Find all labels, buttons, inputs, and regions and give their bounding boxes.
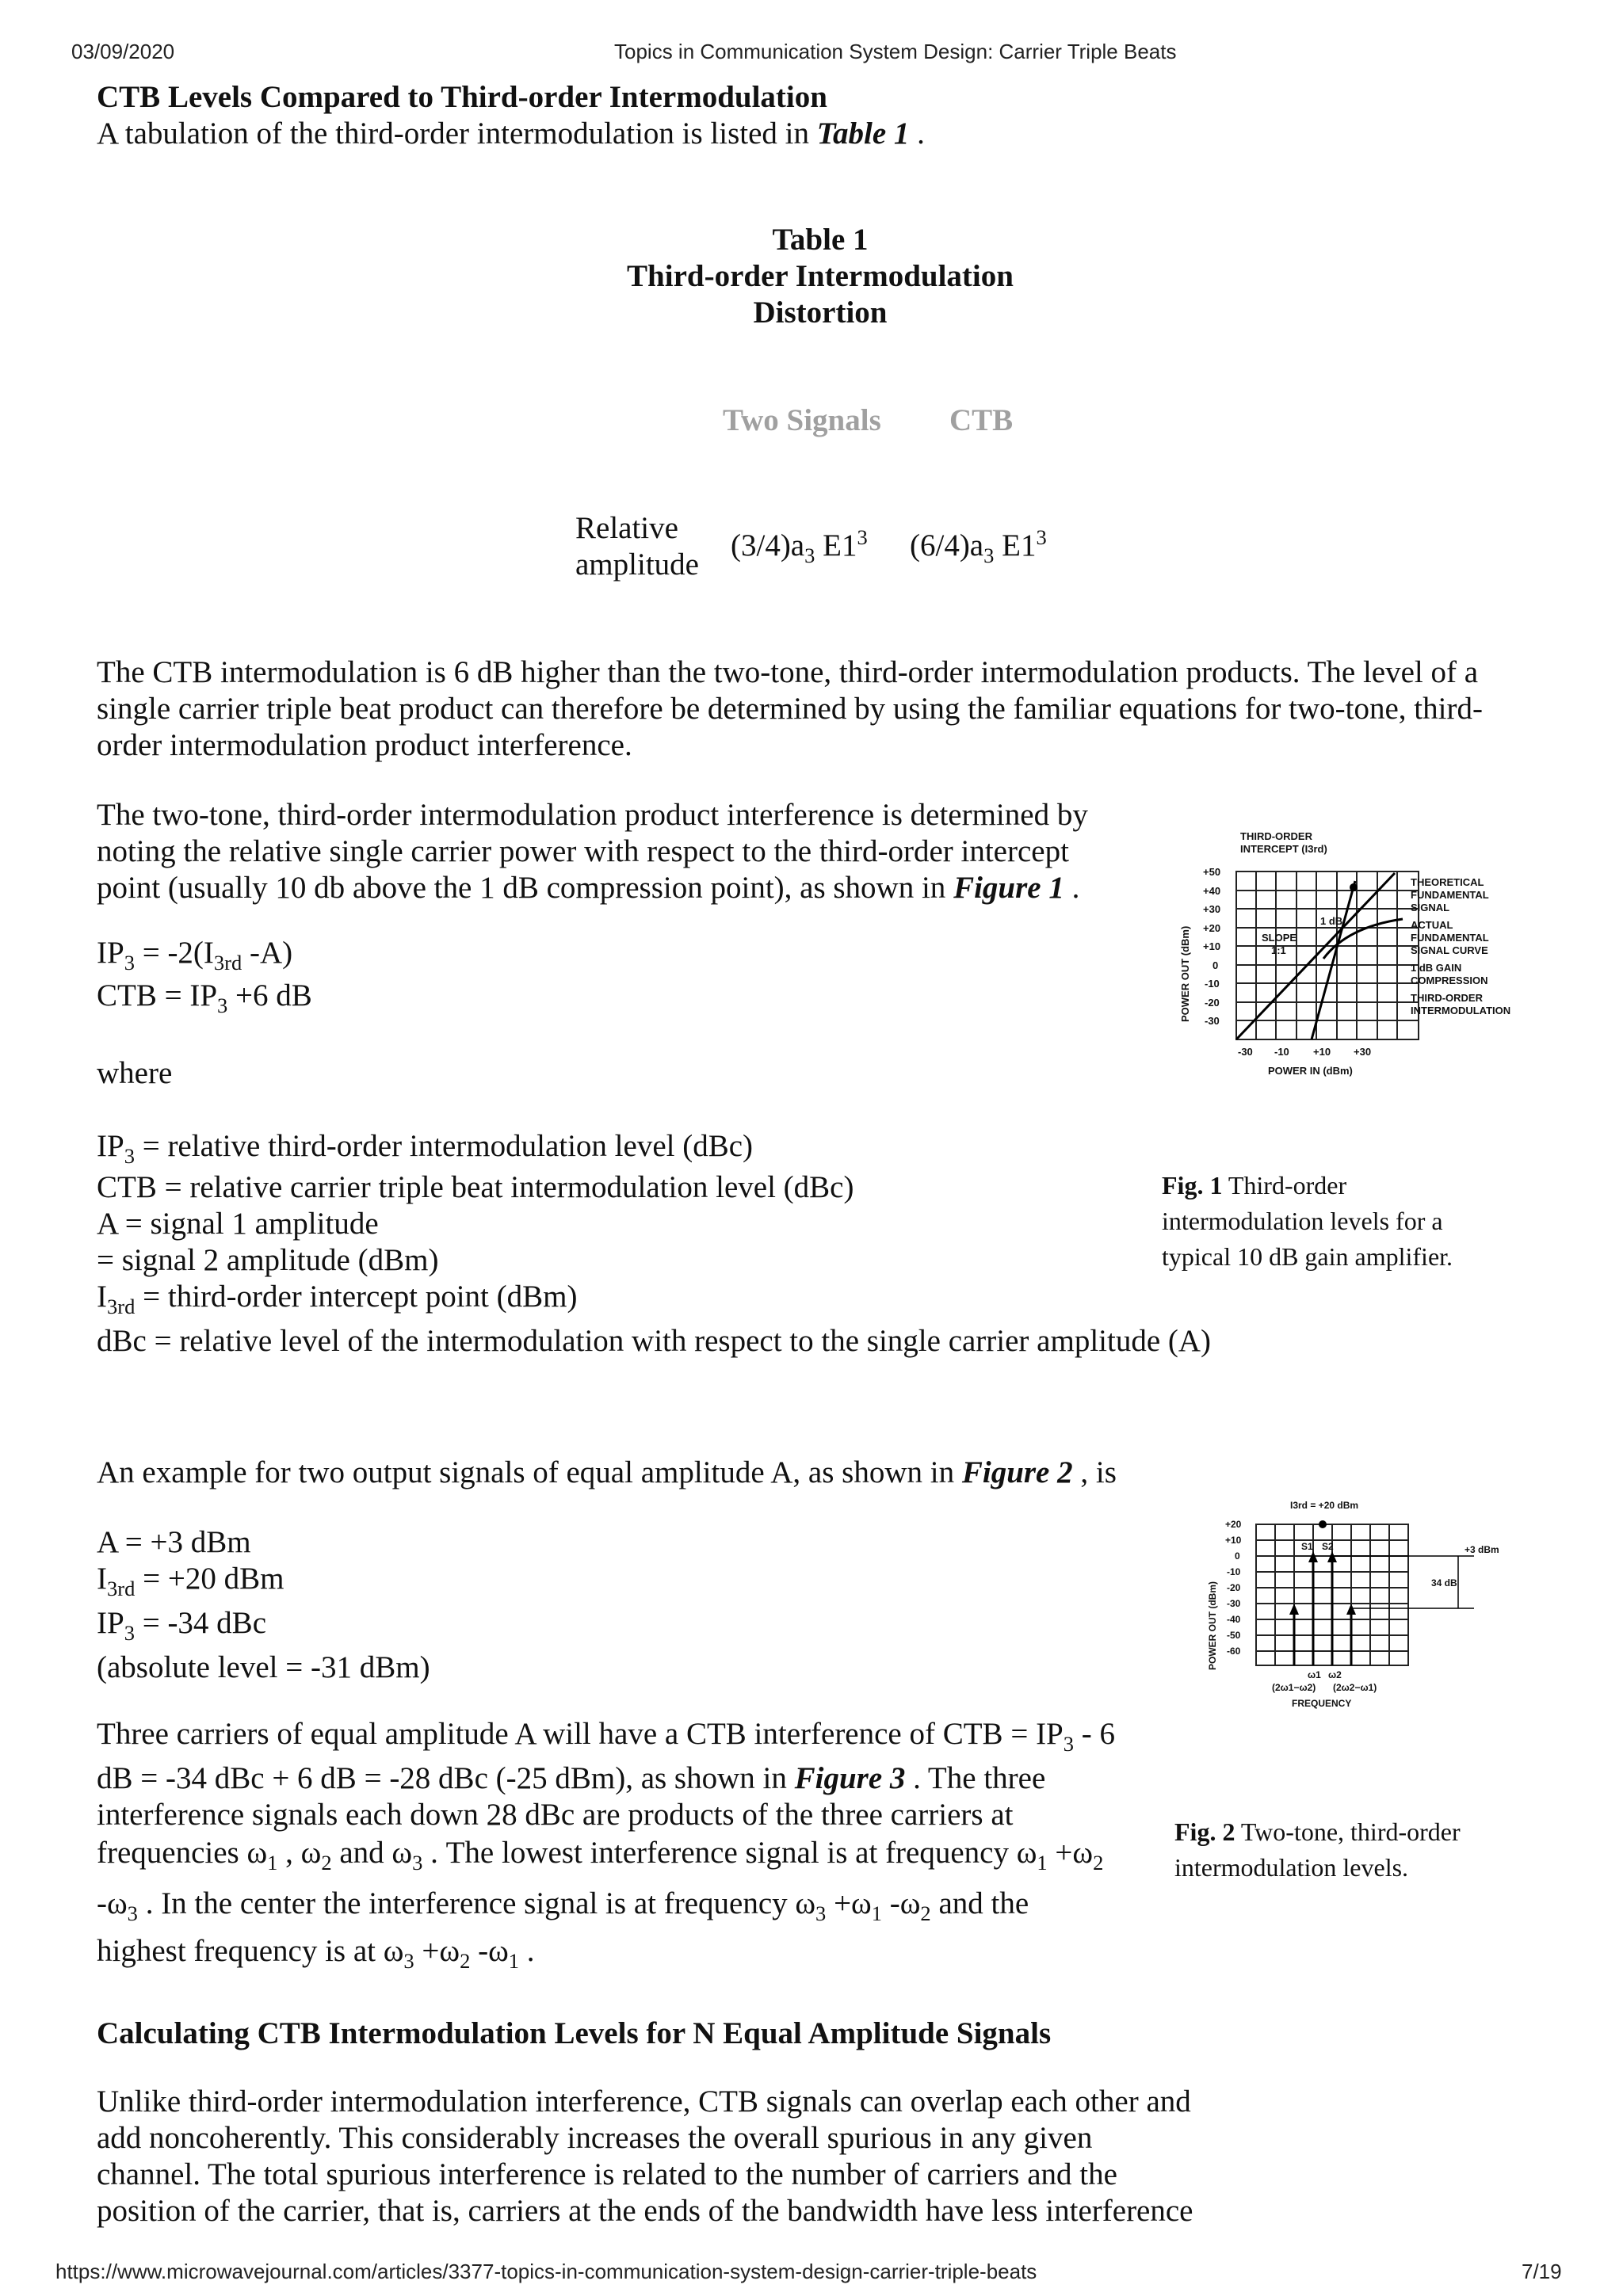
table-cell-two-signals: $(3/4)a_3$ $E1^3$ bbox=[731, 525, 868, 567]
fig1-label-theoretical-1: THEORETICAL bbox=[1411, 876, 1484, 888]
page-title: Topics in Communication System Design: Carrier Triple Beats bbox=[614, 40, 1177, 63]
fig1-label-slope-2: 1:1 bbox=[1271, 944, 1286, 956]
page-url: https://www.microwavejournal.com/articles/3377-topics-in-communication-system-design-carrier-triple-beats bbox=[55, 2260, 1037, 2283]
fig1-ytick: +20 bbox=[1203, 922, 1221, 934]
paragraph-three-carriers-l2: dB = -34 dBc + 6 dB = -28 dBc (-25 dBm), as shown in Figure 3 . The three bbox=[97, 1761, 1046, 1795]
figure-3-link[interactable]: Figure 3 bbox=[794, 1761, 906, 1795]
fig1-label-intercept-2: INTERCEPT (I3rd) bbox=[1240, 843, 1327, 855]
intro-sentence: A tabulation of the third-order intermodulation is listed in Table 1 . bbox=[97, 116, 925, 151]
fig2-label-w1: ω1 bbox=[1308, 1669, 1321, 1680]
figure-1-caption: Fig. 1 Third-order intermodulation levels for a typical 10 dB gain amplifier. bbox=[1162, 1171, 1453, 1271]
fig2-label-3dbm: +3 dBm bbox=[1465, 1544, 1499, 1555]
fig2-xlabel: FREQUENCY bbox=[1292, 1698, 1352, 1709]
page-number: 7/19 bbox=[1522, 2260, 1562, 2283]
table-row-label: Relative amplitude bbox=[575, 511, 699, 582]
fig1-label-actual-1: ACTUAL bbox=[1411, 919, 1453, 931]
where-label: where bbox=[97, 1056, 173, 1090]
example-i3rd: $I_{3rd} = +20$ dBm bbox=[97, 1562, 285, 1600]
section-heading-ctb-levels: CTB Levels Compared to Third-order Intermodulation bbox=[97, 80, 827, 114]
fig1-label-compression-1: 1 dB GAIN bbox=[1411, 962, 1462, 974]
fig2-ytick: 0 bbox=[1235, 1550, 1240, 1562]
section-heading-n-signals: Calculating CTB Intermodulation Levels for N Equal Amplitude Signals bbox=[97, 2016, 1052, 2050]
fig1-xtick: -30 bbox=[1238, 1046, 1253, 1058]
fig1-label-intercept-1: THIRD-ORDER bbox=[1240, 830, 1312, 842]
equation-ip3: $IP_3 = -2(I_{3rd}$ -A) bbox=[97, 936, 293, 974]
print-date: 03/09/2020 bbox=[71, 40, 175, 63]
figure-2-link[interactable]: Figure 2 bbox=[961, 1455, 1073, 1489]
table-1-caption: Table 1 Third-order Intermodulation Distortion bbox=[627, 223, 1014, 330]
table-cell-ctb: $(6/4)a_3$ $E1^3$ bbox=[910, 525, 1047, 567]
fig1-ytick: -30 bbox=[1205, 1015, 1220, 1027]
fig1-label-1db: 1 dB bbox=[1320, 915, 1343, 927]
figure-2-graph bbox=[1197, 1489, 1514, 1735]
equation-ctb: CTB = $IP_3 +6$ dB bbox=[97, 978, 312, 1017]
paragraph-three-carriers-l1: Three carriers of equal amplitude A will have a CTB interference of CTB = $IP_3 - 6$ bbox=[97, 1717, 1116, 1756]
fig1-label-slope-1: SLOPE bbox=[1262, 932, 1297, 944]
fig2-ytick: -50 bbox=[1227, 1630, 1241, 1641]
fig1-ytick: 0 bbox=[1212, 959, 1219, 971]
paragraph-three-carriers-l6: highest frequency is at $\omega_3 +\omega_2$ $-\omega_1$ . bbox=[97, 1934, 535, 1973]
fig2-ytick: +20 bbox=[1225, 1519, 1242, 1530]
fig1-label-actual-3: SIGNAL CURVE bbox=[1411, 944, 1488, 956]
fig2-ytick: +10 bbox=[1225, 1535, 1242, 1546]
fig2-label-top: I3rd = +20 dBm bbox=[1290, 1500, 1359, 1511]
fig1-label-im-2: INTERMODULATION bbox=[1411, 1005, 1511, 1016]
fig2-label-w2: ω2 bbox=[1328, 1669, 1342, 1680]
fig1-label-im-1: THIRD-ORDER bbox=[1411, 992, 1483, 1004]
figure-2-caption: Fig. 2 Two-tone, third-order intermodulation levels. bbox=[1174, 1817, 1461, 1882]
example-absolute-level: (absolute level = -31 dBm) bbox=[97, 1650, 430, 1684]
figure-1-graph bbox=[1165, 824, 1545, 1093]
table-1-link[interactable]: Table 1 bbox=[816, 116, 910, 151]
fig1-label-actual-2: FUNDAMENTAL bbox=[1411, 932, 1489, 944]
fig2-ytick: -20 bbox=[1227, 1582, 1241, 1593]
fig2-label-s1: S1 bbox=[1301, 1541, 1313, 1552]
fig1-xtick: +30 bbox=[1354, 1046, 1372, 1058]
example-intro: An example for two output signals of equal amplitude A, as shown in Figure 2 , is bbox=[97, 1455, 1117, 1489]
fig1-ytick: -20 bbox=[1205, 997, 1220, 1009]
example-ip3: $IP_3 = -34$ dBc bbox=[97, 1606, 267, 1645]
table-header-two-signals: Two Signals bbox=[723, 403, 881, 437]
definition-dbc: dBc = relative level of the intermodulation with respect to the single carrier amplitude (A) bbox=[97, 1324, 1212, 1358]
fig1-ytick: -10 bbox=[1205, 978, 1220, 990]
fig1-xtick: -10 bbox=[1274, 1046, 1289, 1058]
fig2-label-34db: 34 dB bbox=[1431, 1577, 1457, 1589]
definition-a: A = signal 1 amplitude bbox=[97, 1207, 379, 1241]
fig1-ytick: +30 bbox=[1203, 903, 1221, 915]
fig2-ytick: -60 bbox=[1227, 1646, 1241, 1657]
fig2-intercept-marker bbox=[1319, 1520, 1327, 1528]
intercept-point-marker bbox=[1350, 883, 1358, 891]
fig2-ytick: -30 bbox=[1227, 1598, 1241, 1609]
fig1-label-compression-2: COMPRESSION bbox=[1411, 974, 1488, 986]
paragraph-three-carriers-l5: $-\omega_3$ . In the center the interference signal is at frequency $\omega_3 +\omega_1$ $-\omega_2$ and the bbox=[97, 1886, 1029, 1925]
fig2-ytick: -40 bbox=[1227, 1614, 1241, 1625]
paragraph-two-tone: The two-tone, third-order intermodulation product interference is determined by noting the relative single carrier power with respect to the third-order intercept point (usually 10 db above the 1 dB compression point), as shown in Figure 1 . bbox=[97, 798, 1088, 905]
fig1-xtick: +10 bbox=[1313, 1046, 1331, 1058]
example-a: A = +3 dBm bbox=[97, 1525, 251, 1559]
fig2-ylabel: POWER OUT (dBm) bbox=[1207, 1581, 1218, 1670]
fig2-label-f2: (2ω2−ω1) bbox=[1333, 1682, 1377, 1693]
paragraph-n-signals: Unlike third-order intermodulation interference, CTB signals can overlap each other and add noncoherently. This considerably increases the overall spurious in any given channel. The total spurious interference is related to the number of carriers and the position of the carrier, that is, carriers at the ends of the bandwidth have less interference bbox=[97, 2084, 1193, 2228]
fig1-ytick: +10 bbox=[1203, 940, 1221, 952]
fig2-ytick: -10 bbox=[1227, 1566, 1241, 1577]
fig1-xlabel: POWER IN (dBm) bbox=[1268, 1065, 1353, 1077]
paragraph-ctb-6db: The CTB intermodulation is 6 dB higher than the two-tone, third-order intermodulation products. The level of a single carrier triple beat product can therefore be determined by using the familiar equations for two-tone, third- order intermodulation product interference. bbox=[97, 655, 1483, 762]
fig1-ylabel: POWER OUT (dBm) bbox=[1179, 925, 1191, 1022]
table-header-ctb: CTB bbox=[949, 403, 1014, 437]
fig1-label-theoretical-2: FUNDAMENTAL bbox=[1411, 889, 1489, 901]
definition-i3rd: $I_{3rd}$ = third-order intercept point (dBm) bbox=[97, 1280, 578, 1318]
figure-1-link[interactable]: Figure 1 bbox=[953, 871, 1064, 905]
definition-ip3: $IP_3$ = relative third-order intermodulation level (dBc) bbox=[97, 1129, 754, 1168]
fig1-label-theoretical-3: SIGNAL bbox=[1411, 902, 1450, 913]
fig1-ytick: +40 bbox=[1203, 885, 1221, 897]
fig2-label-s2: S2 bbox=[1322, 1541, 1334, 1552]
definition-ctb: CTB = relative carrier triple beat intermodulation level (dBc) bbox=[97, 1170, 854, 1204]
third-order-intermod-line bbox=[1312, 881, 1355, 1039]
paragraph-three-carriers-l3: interference signals each down 28 dBc are products of the three carriers at bbox=[97, 1798, 1014, 1832]
fig1-ytick: +50 bbox=[1203, 866, 1221, 878]
paragraph-three-carriers-l4: frequencies $\omega_1$ , $\omega_2$ and $\omega_3$ . The lowest interference signal is at frequency $\omega_1 +\omega_2$ bbox=[97, 1836, 1104, 1875]
fig2-label-f1: (2ω1−ω2) bbox=[1272, 1682, 1316, 1693]
definition-signal-2: = signal 2 amplitude (dBm) bbox=[97, 1243, 439, 1277]
